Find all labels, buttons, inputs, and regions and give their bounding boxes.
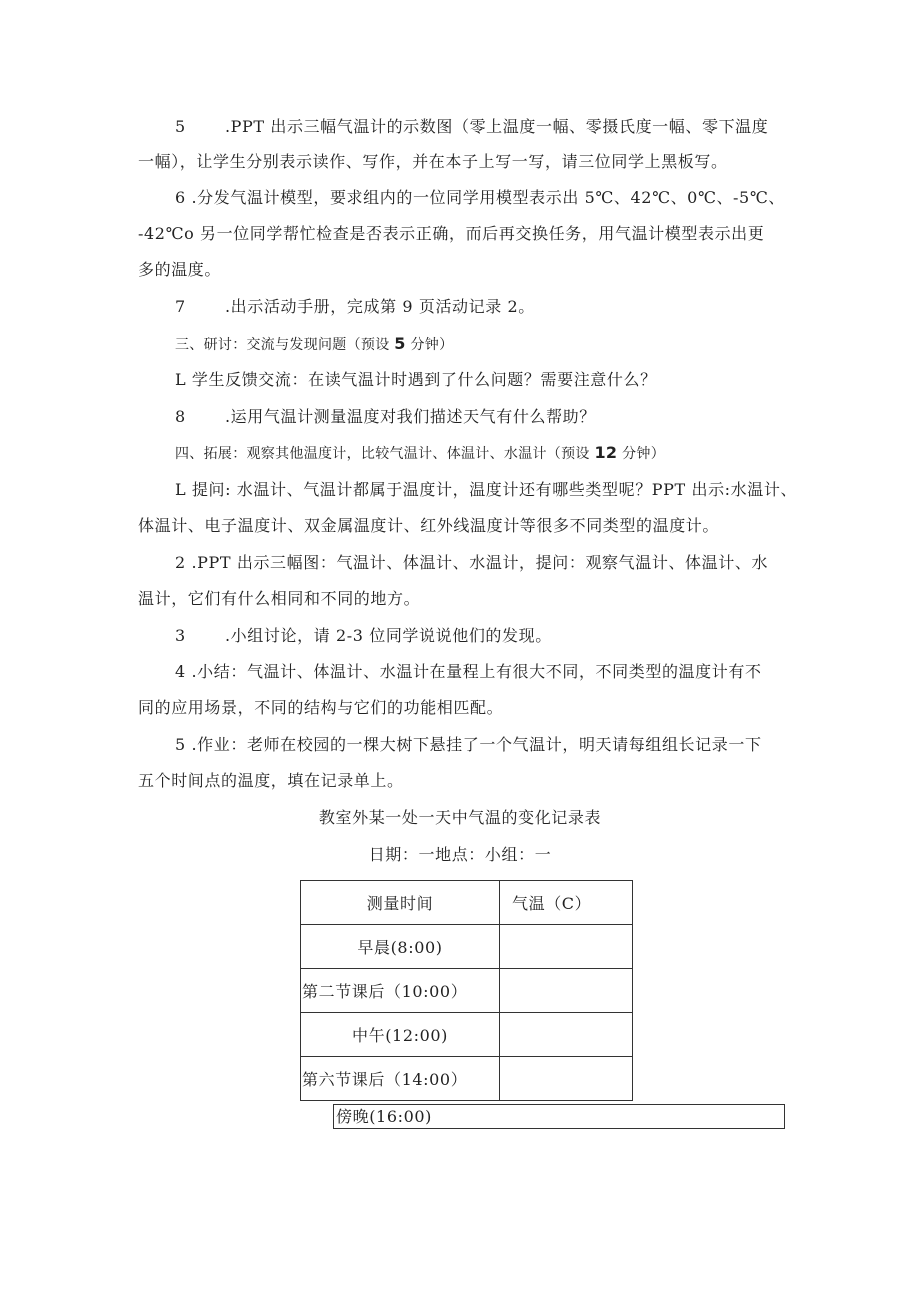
item-text: .小组讨论，请 2-3 位同学说说他们的发现。 <box>225 626 552 645</box>
table-row <box>301 1057 633 1101</box>
item-number: 3 <box>175 626 186 645</box>
row-time: 早晨(8:00) <box>301 925 500 969</box>
item-5-line-1 <box>175 117 768 137</box>
table-last-row: 傍晚(16:00) <box>333 1104 785 1129</box>
ext-4-line-1: 4 .小结：气温计、体温计、水温计在量程上有很大不同，不同类型的温度计有不 <box>175 662 762 681</box>
item-6-line-1: 6 .分发气温计模型，要求组内的一位同学用模型表示出 5℃、42℃、0℃、-5℃、 <box>175 188 785 207</box>
ext-1-line-1: L 提问: 水温计、气温计都属于温度计，温度计还有哪些类型呢？PPT 出示:水温计、 <box>175 480 798 499</box>
table-row <box>301 969 633 1013</box>
item-text: .出示活动手册，完成第 9 页活动记录 2。 <box>225 297 535 316</box>
item-8-line-1 <box>175 407 596 427</box>
header-time: 测量时间 <box>301 881 500 925</box>
ext-2-line-2: 温计，它们有什么相同和不同的地方。 <box>138 589 421 608</box>
row-time: 第二节课后（10:00） <box>301 969 500 1013</box>
table-title: 教室外某一处一天中气温的变化记录表 <box>318 808 602 827</box>
ext-3-line-1 <box>175 626 552 646</box>
section-4-heading-suffix: 分钟） <box>622 446 666 462</box>
item-5-line-2: 一幅），让学生分别表示读作、写作，并在本子上写一写，请三位同学上黑板写。 <box>138 152 728 171</box>
row-temperature-cell[interactable] <box>500 1013 633 1057</box>
item-6-line-2: -42℃o 另一位同学帮忙检查是否表示正确，而后再交换任务，用气温计模型表示出更 <box>138 224 765 243</box>
section-3-heading-text: 三、研讨：交流与发现问题（预设 <box>175 337 390 353</box>
discussion-line-1: L 学生反馈交流：在读气温计时遇到了什么问题？需要注意什么？ <box>175 370 657 389</box>
section-3-heading-suffix: 分钟） <box>410 337 454 353</box>
row-temperature-cell[interactable] <box>500 925 633 969</box>
section-4-heading <box>175 443 665 464</box>
ext-4-line-2: 同的应用场景，不同的结构与它们的功能相匹配。 <box>138 698 504 717</box>
header-temperature: 气温（C） <box>500 881 633 925</box>
item-number: 7 <box>175 297 186 316</box>
item-text: .PPT 出示三幅气温计的示数图（零上温度一幅、零摄氏度一幅、零下温度 <box>225 117 769 136</box>
row-temperature-cell[interactable] <box>500 1057 633 1101</box>
row-temperature-cell[interactable] <box>500 969 633 1013</box>
table-row <box>301 925 633 969</box>
row-time: 第六节课后（14:00） <box>301 1057 500 1101</box>
item-6-line-3: 多的温度。 <box>138 260 222 279</box>
ext-5-line-2: 五个时间点的温度，填在记录单上。 <box>138 771 404 790</box>
item-7-line-1 <box>175 297 535 317</box>
ext-1-line-2: 体温计、电子温度计、双金属温度计、红外线温度计等很多不同类型的温度计。 <box>138 516 720 535</box>
ext-2-line-1: 2 .PPT 出示三幅图：气温计、体温计、水温计，提问：观察气温计、体温计、水 <box>175 553 769 572</box>
section-3-minutes: 5 <box>394 334 406 353</box>
ext-5-line-1: 5 .作业：老师在校园的一棵大树下悬挂了一个气温计，明天请每组组长记录一下 <box>175 735 762 754</box>
table-row <box>301 1013 633 1057</box>
table-header-row <box>301 881 633 925</box>
temperature-record-table <box>300 880 633 1101</box>
item-text: .运用气温计测量温度对我们描述天气有什么帮助？ <box>225 407 596 426</box>
table-meta: 日期：一地点：小组：一 <box>368 845 552 864</box>
section-3-heading <box>175 334 453 355</box>
item-number: 5 <box>175 117 186 136</box>
row-time: 中午(12:00) <box>301 1013 500 1057</box>
section-4-heading-text: 四、拓展：观察其他温度计，比较气温计、体温计、水温计（预设 <box>175 446 590 462</box>
item-number: 8 <box>175 407 186 426</box>
section-4-minutes: 12 <box>594 443 618 462</box>
